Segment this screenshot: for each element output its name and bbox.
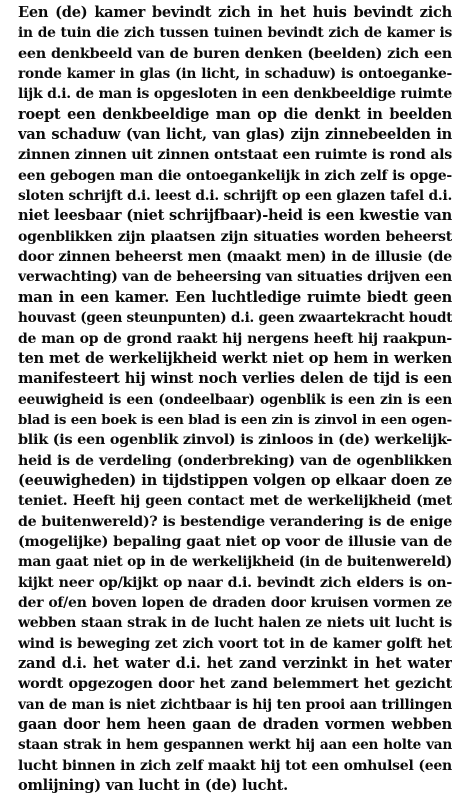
text-line: niet leesbaar (niet schrijfbaar)-heid is een kwestie van (18, 207, 452, 225)
text-line: staan strak in hem gespannen werkt hij aan een holte van (18, 737, 452, 754)
text-line: teniet. Heeft hij geen contact met de werkelijkheid (met (18, 493, 452, 510)
text-line: webben staan strak in de lucht halen ze niets uit lucht is (18, 615, 452, 632)
text-line: (eeuwigheden) in tijdstippen volgen op elkaar doen ze (18, 471, 452, 489)
text-line: van de man is niet zichtbaar is hij ten prooi aan trillingen (18, 696, 452, 713)
text-line: heid is de verdeling (onderbreking) van de ogenblikken (18, 452, 452, 469)
text-line: van schaduw (van licht, van glas) zijn zinnebeelden in (18, 126, 452, 144)
text-line: blad is een boek is een blad is een zin is zinvol in een ogen- (18, 411, 452, 428)
text-line: de buitenwereld)? is bestendige verandering is de enige (18, 513, 452, 530)
text-line: man gaat niet op in de werkelijkheid (in de buitenwereld) (18, 554, 452, 571)
text-line: lucht binnen in zich zelf maakt hij tot een omhulsel (een (18, 757, 452, 774)
text-line: zand d.i. het water d.i. het zand verzinkt in het water (18, 655, 452, 672)
text-line: eeuwigheid is een (ondeelbaar) ogenblik is een zin is een (18, 391, 452, 408)
text-line: manifesteert hij winst noch verlies delen de tijd is een (18, 370, 452, 388)
text-line: roept een denkbeeldige man op die denkt in beelden (18, 105, 452, 123)
text-line: de man op de grond raakt hij nergens heeft hij raakpun- (18, 330, 452, 347)
text-line-last: omlijning) van lucht in (de) lucht. (18, 777, 288, 795)
body-text (18, 3, 452, 796)
text-line: gaan door hem heen gaan de draden vormen webben (18, 716, 452, 734)
text-line: een gebogen man die ontoegankelijk in zich zelf is opge- (18, 167, 452, 184)
text-line: wordt opgezogen door het zand belemmert het gezicht (18, 675, 452, 693)
text-line: door zinnen beheerst men (maakt men) in de illusie (de (18, 249, 452, 266)
text-line: man in een kamer. Een luchtledige ruimte biedt geen (18, 288, 452, 306)
text-line: ten met de werkelijkheid werkt niet op hem in werken (18, 349, 452, 367)
text-line: blik (is een ogenblik zinvol) is zinloos in (de) werkelijk- (18, 431, 452, 449)
text-line: (mogelijke) bepaling gaat niet op voor de illusie van de (18, 532, 452, 550)
text-line: kijkt neer op/kijkt op naar d.i. bevindt zich elders is on- (18, 574, 452, 591)
text-line: verwachting) van de beheersing van situaties drijven een (18, 269, 452, 286)
text-line: Een (de) kamer bevindt zich in het huis bevindt zich (18, 4, 452, 21)
text-line: in de tuin die zich tussen tuinen bevindt zich de kamer is (18, 25, 452, 42)
text-line: sloten schrijft d.i. leest d.i. schrijft op een glazen tafel d.i. (18, 188, 452, 205)
text-line: houvast (geen steunpunten) d.i. geen zwaartekracht houdt (18, 310, 452, 327)
text-line: zinnen zinnen uit zinnen ontstaat een ruimte is rond als (18, 147, 452, 164)
text-line: ogenblikken zijn plaatsen zijn situaties worden beheerst (18, 228, 452, 245)
text-line: een denkbeeld van de buren denken (beelden) zich een (18, 44, 452, 62)
text-line: ronde kamer in glas (in licht, in schaduw) is ontoeganke- (18, 66, 452, 83)
text-line: lijk d.i. de man is opgesloten in een denkbeeldige ruimte (18, 86, 452, 103)
text-line: der of/en boven lopen de draden door kruisen vormen ze (18, 594, 452, 611)
text-line: wind is beweging zet zich voort tot in de kamer golft het (18, 635, 452, 652)
